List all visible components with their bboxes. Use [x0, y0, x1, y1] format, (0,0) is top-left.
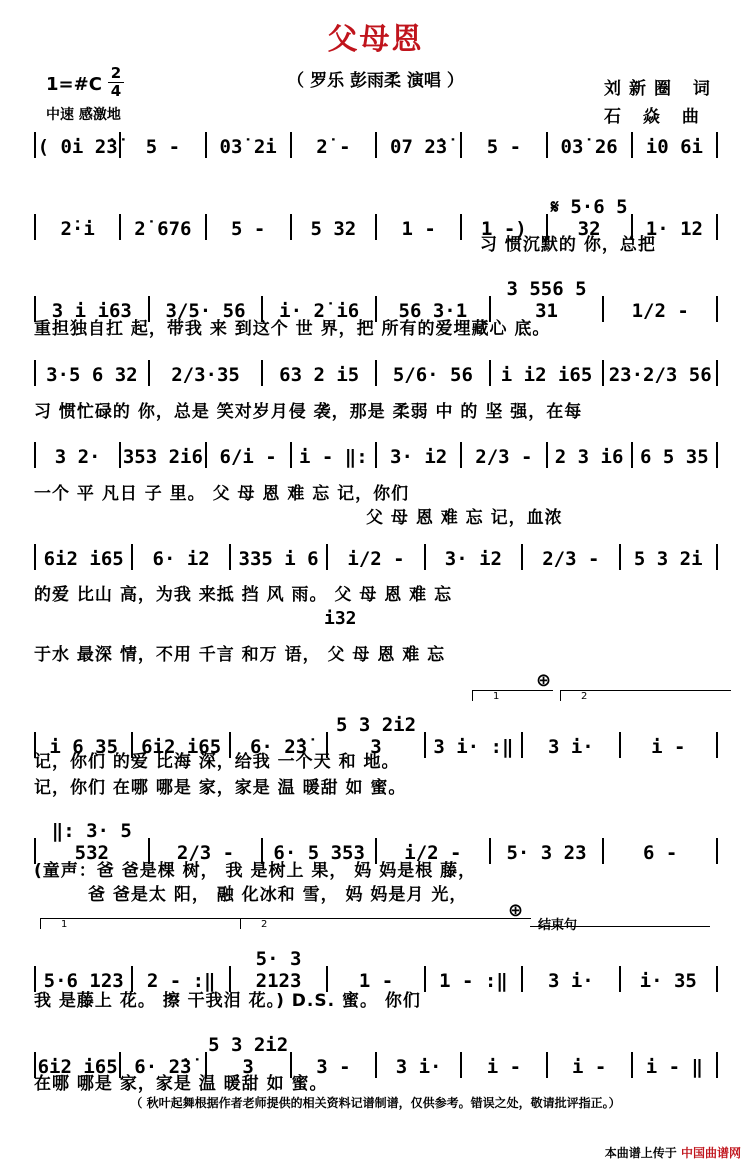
measure: 23·2/3 56: [608, 364, 712, 386]
lyric-line: 记，你们 在哪 哪是 家，家是 温 暖甜 如 蜜。: [34, 778, 407, 798]
measure: 3 i· :‖: [433, 736, 514, 758]
source-credit: [605, 1144, 741, 1161]
measure: 5 3 2i2 3: [208, 1034, 289, 1078]
measure: 6· 2̇3̇: [134, 1056, 192, 1078]
measure: 335 i 6: [238, 548, 319, 570]
time-signature: [108, 66, 124, 99]
measure: i/2 -: [347, 548, 405, 570]
measure: 3 i i63: [51, 300, 132, 322]
measure: i -: [651, 736, 686, 758]
measure: 6i2 i65: [37, 1056, 118, 1078]
measure: 2 3 i6: [554, 446, 624, 468]
measure: 1/2 -: [631, 300, 689, 322]
measure: i/2 -: [404, 842, 462, 864]
lyric-line: 习 惯忙碌的 你，总是 笑对岁月侵 袭，那是 柔弱 中 的 坚 强，在每: [34, 402, 583, 422]
measure: 1· 12: [645, 218, 703, 240]
measure: 2/3 -: [475, 446, 533, 468]
measure: 1 -): [480, 218, 527, 240]
lyric-line: 我 是藤上 花。 擦 干我泪 花。) D.S. 蜜。 你们: [34, 991, 421, 1011]
measure: 3· i2: [444, 548, 502, 570]
measure: 5 -: [486, 136, 522, 158]
measure: 2/3·35: [171, 364, 240, 386]
alternate-notes: i32: [324, 608, 357, 629]
measure: 3 556 5 31: [506, 278, 587, 322]
measure: i -: [486, 1056, 522, 1078]
measure: 2̇·i: [60, 218, 95, 240]
composer: 石 焱 曲: [604, 107, 707, 127]
lyric-line: 爸 爸是太 阳， 融 化冰和 雪， 妈 妈是月 光，: [88, 885, 468, 905]
notation-row: [34, 544, 718, 570]
measure: i i2 i65: [500, 364, 593, 386]
measure: 1 -: [358, 970, 394, 992]
measure: ‖: 3· 5 532: [51, 820, 132, 864]
volta-1: 1: [40, 918, 251, 929]
measure: 2̇ -: [316, 136, 351, 158]
volta-1: 1: [472, 690, 553, 701]
measure: ( 0i 2̇3̇: [37, 136, 118, 158]
measure: i - ‖:: [299, 446, 368, 468]
measure: 5 -: [145, 136, 181, 158]
measure: 6 5 35: [640, 446, 709, 468]
measure: 6i2 i65: [141, 736, 222, 758]
notation-row: [34, 442, 718, 468]
barline: [716, 544, 718, 570]
measure: 2/3 -: [176, 842, 235, 864]
measure: 3 i·: [395, 1056, 442, 1078]
lyric-line: 一个 平 凡日 子 里。 父 母 恩 难 忘 记，你们: [34, 484, 410, 504]
measure: 3/5· 56: [165, 300, 246, 322]
measure: i - ‖: [645, 1056, 703, 1078]
tempo-marking: 中速 感激地: [46, 107, 121, 123]
measure: 5· 3 2123: [255, 948, 302, 992]
lyric-line: 于水 最深 情，不用 千言 和万 语， 父 母 恩 难 忘: [34, 645, 446, 665]
key-signature: 1=#C: [46, 74, 102, 95]
measure: 3·5 6 32: [46, 364, 138, 386]
measure: i· 2̇ i6: [279, 300, 360, 322]
measure: 3 2·: [54, 446, 101, 468]
lyric-line: 在哪 哪是 家，家是 温 暖甜 如 蜜。: [34, 1074, 328, 1094]
volta-2: 2: [560, 690, 731, 701]
site-logo[interactable]: 中国曲谱网: [680, 1146, 741, 1160]
barline: [716, 442, 718, 468]
measure: 𝄋 5·6 5 32: [550, 196, 628, 240]
measure: 07 2̇3̇: [390, 136, 448, 158]
notation-row: [34, 360, 718, 386]
measure: 1 -: [401, 218, 436, 240]
measure: 5· 3 23: [506, 842, 587, 864]
barline: [716, 132, 718, 158]
measure: i -: [571, 1056, 607, 1078]
song-title: 父母恩: [327, 22, 424, 57]
lyric-line: 习 惯沉默的 你，总把: [480, 235, 656, 255]
measure: 3 i·: [547, 736, 594, 758]
lyric-line: 父 母 恩 难 忘 记，血浓: [366, 508, 563, 528]
transcriber-note: （ 秋叶起舞根据作者老师提供的相关资料记谱制谱，仅供参考。错误之处，敬请批评指正。）: [130, 1096, 621, 1110]
time-bottom: 4: [110, 82, 122, 100]
measure: 5 -: [230, 218, 266, 240]
measure: 6 -: [643, 842, 678, 864]
lyricist: 刘新圈 词: [604, 79, 718, 99]
coda-sign: ⊕: [508, 900, 524, 921]
measure: i0 6i: [645, 136, 703, 158]
measure: 63 2 i5: [279, 364, 360, 386]
lyric-line: 重担独自扛 起，带我 来 到这个 世 界，把 所有的爱埋藏心 底。: [34, 319, 551, 339]
notation-row: [34, 132, 718, 158]
source-prefix: 本曲谱上传于: [604, 1146, 677, 1160]
measure: 2 - :‖: [146, 970, 216, 992]
measure: 5 32: [310, 218, 357, 240]
volta-2: 2: [240, 918, 531, 929]
measure: i 6 35: [49, 736, 119, 758]
measure: 3· i2: [390, 446, 448, 468]
measure: 3 -: [316, 1056, 351, 1078]
performers: （ 罗乐 彭雨柔 演唱 ）: [287, 71, 464, 91]
lyric-line: (童声：爸 爸是棵 树， 我 是树上 果， 妈 妈是根 藤，: [34, 861, 477, 881]
lyric-line: 的爱 比山 高，为我 来抵 挡 风 雨。 父 母 恩 难 忘: [34, 585, 453, 605]
ending-label: 结束句: [538, 918, 578, 933]
measure: 5·6 123: [43, 970, 124, 992]
measure: 5 3 2i: [633, 548, 703, 570]
time-top: 2: [110, 64, 122, 82]
measure: 6· i2: [152, 548, 210, 570]
measure: 6· 2̇3̇: [249, 736, 308, 758]
measure: 6· 5 353: [273, 842, 365, 864]
measure: 6/i -: [219, 446, 277, 468]
measure: 1 - :‖: [439, 970, 508, 992]
barline: [716, 360, 718, 386]
measure: 2/3 -: [542, 548, 600, 570]
measure: 353 2i6: [122, 446, 203, 468]
measure: 56 3·1: [398, 300, 468, 322]
measure: 3 i·: [547, 970, 594, 992]
measure: i· 35: [639, 970, 697, 992]
measure: 03̇ 2̇i: [219, 136, 277, 158]
lyric-line: 记，你们 的爱 比海 深，给我 一个天 和 地。: [34, 752, 400, 772]
measure: 2̇ 676: [134, 218, 192, 240]
measure: 5 3 2i2 3: [335, 714, 417, 758]
coda-sign: ⊕: [536, 670, 552, 691]
measure: 6i2 i65: [43, 548, 124, 570]
measure: 03̇ 26: [560, 136, 618, 158]
measure: 5/6· 56: [392, 364, 473, 386]
